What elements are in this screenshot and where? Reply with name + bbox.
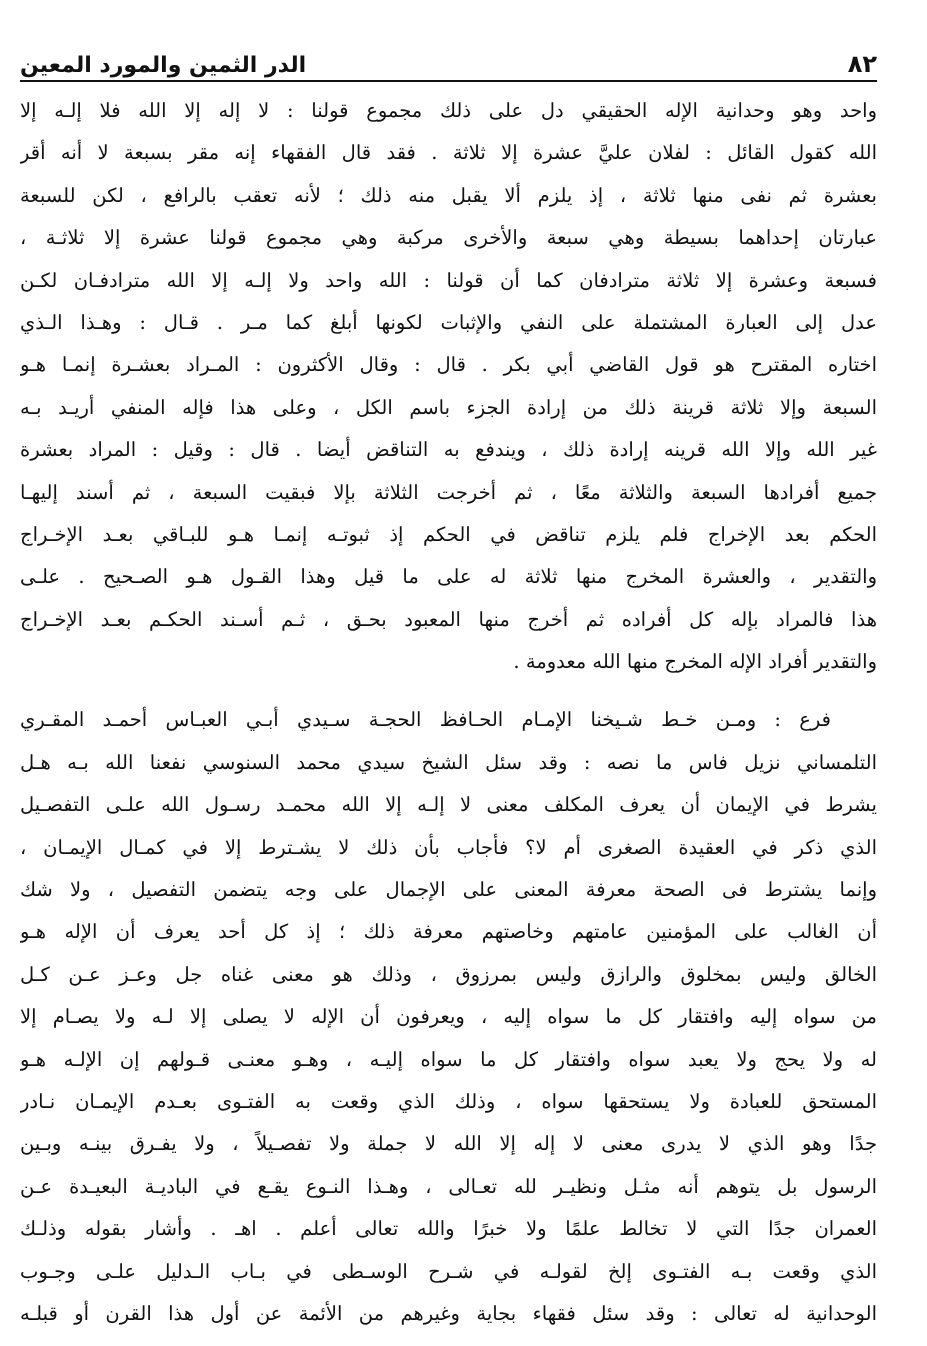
text-line: له ولا يحج ولا يعبد سواه وافتقار كل ما سواه إليـه ، وهـو معنـى قـولهم إن الإلـه هـو — [20, 1047, 877, 1071]
book-title: الدر الثمين والمورد المعين — [20, 53, 307, 78]
paragraph-2 — [20, 699, 877, 1335]
text-line: جدًا وهو الذي لا يدرى معنى لا إله إلا الله لا جملة ولا تفصـيلاً ، ولا يفـرق بينـه وبـين — [20, 1132, 877, 1156]
text-line: الذي ذكر في العقيدة الصغرى أم لا؟ فأجاب بأن ذلك لا يشـترط إلا في كمـال الإيمـان ، — [20, 835, 877, 859]
text-line: الخالق وليس بمخلوق والرازق وليس بمرزوق ، وذلك هو معنى غناه جل وعـز عـن كـل — [20, 962, 877, 986]
text-line: بعشرة ثم نفى منها ثلاثة ، إذ يلزم ألا يقبل منه ذلك ؛ لأنه تعقب بالرافع ، لكن للسبعة — [20, 183, 877, 207]
text-line: واحد وهو وحدانية الإله الحقيقي دل على ذلك مجموع قولنا : لا إله إلا الله فلا إلـه إلا — [20, 99, 877, 122]
text-line: الله كقول القائل : لفلان عليَّ عشرة إلا ثلاثة . فقد قال الفقهاء إنه مقر بسبعة لا أنه أقر — [20, 141, 877, 165]
body-text — [20, 90, 877, 1335]
text-line: يشرط في الإيمان أن يعرف المكلف معنى لا إلـه إلا الله محمـد رسـول الله علـى التفصـيل — [20, 793, 877, 817]
text-line: والتقدير أفراد الإله المخرج منها الله معدومة . — [513, 650, 877, 674]
text-line: وإنما يشترط فى الصحة معرفة المعنى على الإجمال على وجه يتضمن التفصيل ، ولا شك — [20, 878, 877, 902]
text-line: الذي وقعت بـه الفتـوى إلخ لقولـه في شـرح الوسـطى في بـاب الـدليل علـى وجـوب — [20, 1259, 877, 1283]
text-line: عبارتان إحداهما بسيطة وهي سبعة والأخرى مركبة وهي مجموع قولنا عشرة إلا ثلاثـة ، — [20, 226, 877, 250]
text-line: الحكم بعد الإخراج فلم يلزم تناقض في الحكم إذ ثبوتـه إنمـا هـو للبـاقي بعـد الإخـراج — [20, 522, 877, 546]
paragraph-gap — [20, 683, 877, 699]
text-line: التلمساني نزيل فاس ما نصه : وقد سئل الشيخ سيدي محمد السنوسي نفعنا الله بـه هـل — [20, 750, 877, 774]
text-line: من سواه إليه وافتقار كل ما سواه إليه ، ويعرفون أن الإله لا يصلى إلا لـه ولا يصـام إلا — [20, 1005, 877, 1029]
text-line: والتقدير ، والعشرة المخرج منها ثلاثة له على ما قيل وهذا القـول هـو الصـحيح . علـى — [20, 565, 877, 589]
text-line: اختاره المقترح هو قول القاضي أبي بكر . قال : وقال الأكثرون : المـراد بعشـرة إنمـا هـو — [20, 353, 877, 377]
text-line: أن الغالب على المؤمنين عامتهم وخاصتهم معرفة ذلك ؛ إذ كل أحد يعرف أن الإله هـو — [20, 920, 877, 944]
paragraph-1 — [20, 90, 877, 683]
page-header — [20, 40, 877, 78]
text-line: فرع : ومـن خـط شـيخنا الإمـام الحـافظ الحجـة سـيدي أبـي العبـاس أحمـد المقـري — [20, 708, 831, 732]
text-line: عدل إلى العبارة المشتملة على النفي والإثبات لكونها أبلغ كما مـر . قـال : وهـذا الـذي — [20, 310, 877, 334]
text-line: فسبعة وعشرة إلا ثلاثة مترادفان كما أن قولنا : الله واحد ولا إلـه إلا الله مترادفـان لكـن — [20, 268, 877, 292]
text-line: هذا فالمراد بإله كل أفراده ثم أخرج منها المعبود بحـق ، ثـم أسـند الحكـم بعـد الإخـراج — [20, 607, 877, 631]
text-line: السبعة وإلا ثلاثة قرينة ذلك من إرادة الجزء باسم الكل ، وعلى هذا فإله المنفي أريـد بـه — [20, 395, 877, 419]
text-line: الرسول بل يتوهم أنه مثـل ونظيـر لله تعـالى ، وهـذا النـوع يقـع في الباديـة البعيـدة عـن — [20, 1174, 877, 1198]
header-divider — [20, 80, 877, 82]
text-line: الوحدانية له تعالى : وقد سئل فقهاء بجاية وغيرهم من الأئمة عن أول هذا القرن أو قبلـه — [20, 1301, 877, 1325]
text-line: غير الله وإلا الله قرينه إرادة ذلك ، ويندفع به التناقض أيضا . قال : وقيل : المراد بعشرة — [20, 438, 877, 462]
text-line: المستحق للعبادة ولا يستحقها سواه ، وذلك الذي وقعت به الفتـوى بعـدم الإيمـان نـادر — [20, 1089, 877, 1113]
text-line: العمران جدًا التي لا تخالط علمًا ولا خبرًا والله تعالى أعلم . اهـ . وأشار بقوله وذلـك — [20, 1217, 877, 1241]
text-line: جميع أفرادها السبعة والثلاثة معًا ، ثم أخرجت الثلاثة بإلا فبقيت السبعة ، ثم أسند إليهـا — [20, 480, 877, 504]
page-number: ٨٢ — [847, 50, 877, 78]
